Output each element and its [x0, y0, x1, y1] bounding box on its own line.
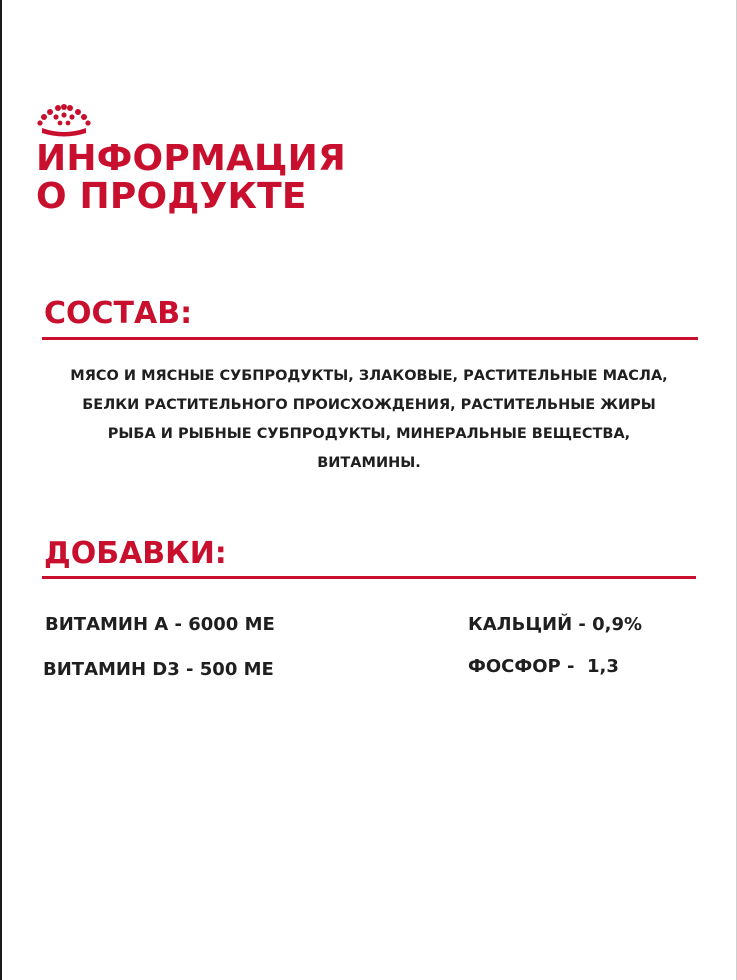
additive-vitamin-d3: ВИТАМИН D3 - 500 МЕ	[43, 659, 274, 680]
composition-line: ВИТАМИНЫ.	[317, 455, 421, 471]
additives-divider	[42, 576, 696, 579]
crown-icon	[36, 104, 92, 138]
frame-border-left	[0, 0, 2, 980]
composition-line: БЕЛКИ РАСТИТЕЛЬНОГО ПРОИСХОЖДЕНИЯ, РАСТИТЕЛЬНЫЕ ЖИРЫ	[82, 397, 656, 413]
additive-calcium: КАЛЬЦИЙ - 0,9%	[468, 614, 643, 635]
page-title-line2: О ПРОДУКТЕ	[36, 176, 307, 217]
composition-divider	[42, 337, 698, 340]
page-title-line1: ИНФОРМАЦИЯ	[36, 138, 346, 179]
additive-phosphorus: ФОСФОР - 1,3	[468, 656, 619, 677]
page-title	[36, 140, 346, 216]
composition-heading: СОСТАВ:	[44, 296, 193, 331]
composition-line: МЯСО И МЯСНЫЕ СУБПРОДУКТЫ, ЗЛАКОВЫЕ, РАСТИТЕЛЬНЫЕ МАСЛА,	[70, 368, 668, 384]
additive-vitamin-a: ВИТАМИН А - 6000 МЕ	[45, 614, 275, 635]
additives-heading: ДОБАВКИ:	[44, 536, 227, 571]
composition-line: РЫБА И РЫБНЫЕ СУБПРОДУКТЫ, МИНЕРАЛЬНЫЕ ВЕЩЕСТВА,	[107, 426, 631, 442]
composition-text	[40, 362, 698, 478]
